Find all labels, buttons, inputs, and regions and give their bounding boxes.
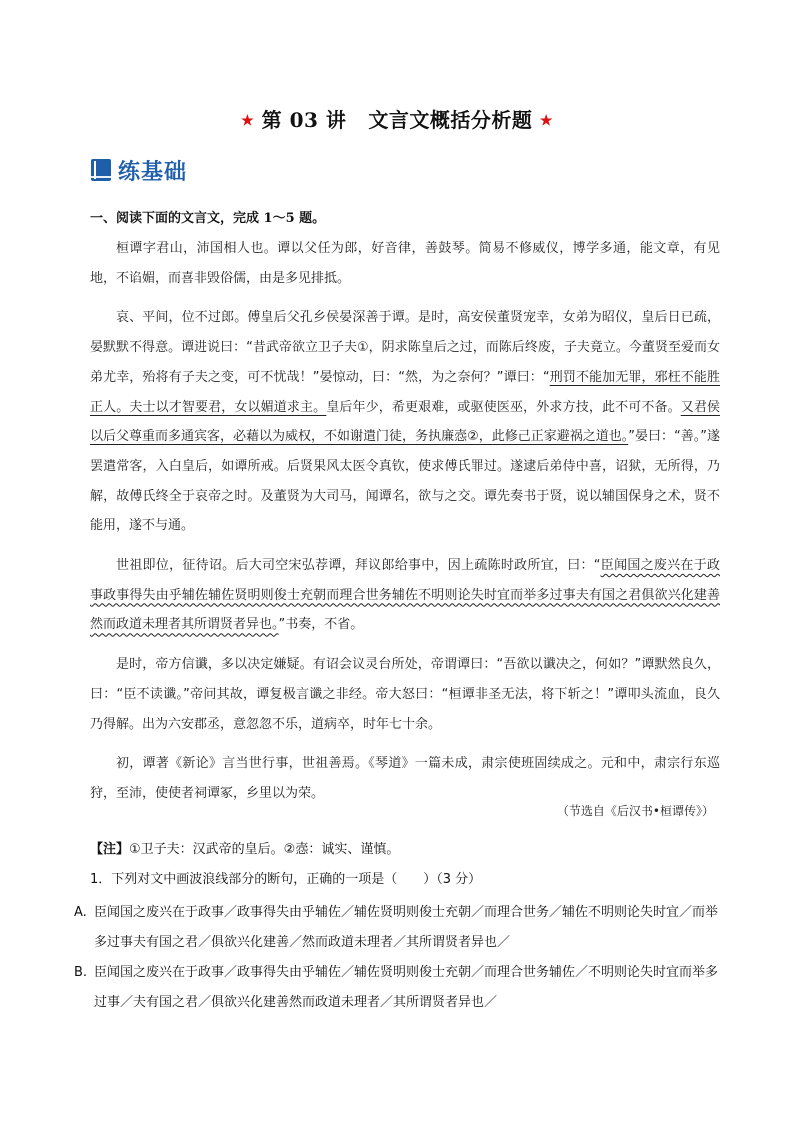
source-citation: （节选自《后汉书•桓谭传》） xyxy=(556,804,714,818)
question-1-stem: 1．下列对文中画波浪线部分的断句，正确的一项是（ ）（3 分） xyxy=(90,872,482,887)
underlined-sentence-2: 又君侯以后父尊重而多通宾客，必藉以为威权，不如谢遣门徒，务执廉悫②，此修己正家避祸之道也。 xyxy=(90,399,720,445)
option-b[interactable] xyxy=(74,958,724,1018)
passage-paragraph-1: 桓谭字君山，沛国相人也。谭以父任为郎，好音律，善鼓琴。简易不修威仪，博学多通，能文章，有见地，不谄媚，而喜非毁俗儒，由是多见排抵。 xyxy=(90,241,720,286)
option-letter: A. xyxy=(74,905,87,920)
section-label: 练基础 xyxy=(118,159,188,185)
passage-paragraph-3: 世祖即位，征待诏。后大司空宋弘荐谭，拜议郎给事中，因上疏陈时政所宜，曰：“臣闻国之废兴在于政事政事得失由乎辅佐辅佐贤明则俊士充朝而理合世务辅佐不明则论失时宜而举多过事夫有国之君俱欲兴化建善然而政道未理者其所谓贤者异也。”书奏，不省。 xyxy=(90,558,720,633)
underlined-sentence-1: 刑罚不能加无罪，邪枉不能胜正人。夫士以才智要君，女以媚道求主。 xyxy=(90,369,720,415)
note-text: ①卫子夫：汉武帝的皇后。②悫：诚实、谨慎。 xyxy=(129,842,400,857)
wavy-underlined-passage: 臣闻国之废兴在于政事政事得失由乎辅佐辅佐贤明则俊士充朝而理合世务辅佐不明则论失时宜而举多过事夫有国之君俱欲兴化建善然而政道未理者其所谓贤者异也。 xyxy=(90,558,720,633)
option-a[interactable] xyxy=(74,898,724,958)
passage-paragraph-2: 哀、平间，位不过郎。傅皇后父孔乡侯晏深善于谭。是时，高安侯董贤宠幸，女弟为昭仪，皇后日已疏，晏默默不得意。谭进说曰：“昔武帝欲立卫子夫①，阴求陈皇后之过，而陈后终废，子夫竟立。今董贤至爱而女弟尤幸，殆将有子夫之变，可不忧哉！”晏惊动，曰：“然，为之奈何？”谭曰：“刑罚不能加无罪，邪枉不能胜正人。夫士以才智要君，女以媚道求主。皇后年少，希更艰难，或驱使医巫，外求方技，此不可不备。又君侯以后父尊重而多通宾客，必藉以为威权，不如谢遣门徒，务执廉悫②，此修己正家避祸之道也。”晏曰：“善。”遂罢遣常客，入白皇后，如谭所戒。后贤果风太医令真钦，使求傅氏罪过。遂逮后弟侍中喜，诏狱，无所得，乃解，故傅氏终全于哀帝之时。及董贤为大司马，闻谭名，欲与之交。谭先奏书于贤，说以辅国保身之术，贤不能用，遂不与通。 xyxy=(90,310,720,534)
page-title xyxy=(0,104,794,133)
annotation-note xyxy=(90,838,399,857)
option-letter: B. xyxy=(74,965,88,980)
book-icon xyxy=(90,158,112,182)
note-tag: 【注】 xyxy=(90,842,130,857)
passage-paragraph-5: 初，谭著《新论》言当世行事，世祖善焉。《琴道》一篇未成，肃宗使班固续成之。元和中，肃宗行东巡狩，至沛，使使者祠谭冢，乡里以为荣。 xyxy=(90,756,720,801)
lecture-number: 第 03 讲 xyxy=(261,108,347,132)
question-intro: 一、阅读下面的文言文，完成 1～5 题。 xyxy=(90,211,326,226)
passage-paragraph-4: 是时，帝方信谶，多以决定嫌疑。有诏会议灵台所处，帝谓谭曰：“吾欲以谶决之，何如？”谭默然良久，曰：“臣不读谶。”帝问其故，谭复极言谶之非经。帝大怒曰：“桓谭非圣无法，将下斩之！”谭叩头流血，良久乃得解。出为六安郡丞，意忽忽不乐，道病卒，时年七十余。 xyxy=(90,657,720,732)
star-right-icon: ★ xyxy=(539,113,553,129)
star-left-icon: ★ xyxy=(241,113,255,129)
question-1-options xyxy=(74,898,724,1018)
section-heading xyxy=(90,155,187,185)
option-text: 臣闻国之废兴在于政事／政事得失由乎辅佐／辅佐贤明则俊士充朝／而理合世务／辅佐不明则论失时宜／而举多过事夫有国之君／俱欲兴化建善／然而政道未理者／其所谓贤者异也／ xyxy=(94,905,719,950)
lecture-title: 文言文概括分析题 xyxy=(368,108,533,132)
option-text: 臣闻国之废兴在于政事／政事得失由乎辅佐／辅佐贤明则俊士充朝／而理合世务辅佐／不明则论失时宜而举多过事／夫有国之君／俱欲兴化建善然而政道未理者／其所谓贤者异也／ xyxy=(94,965,719,1010)
classical-passage xyxy=(90,234,720,809)
